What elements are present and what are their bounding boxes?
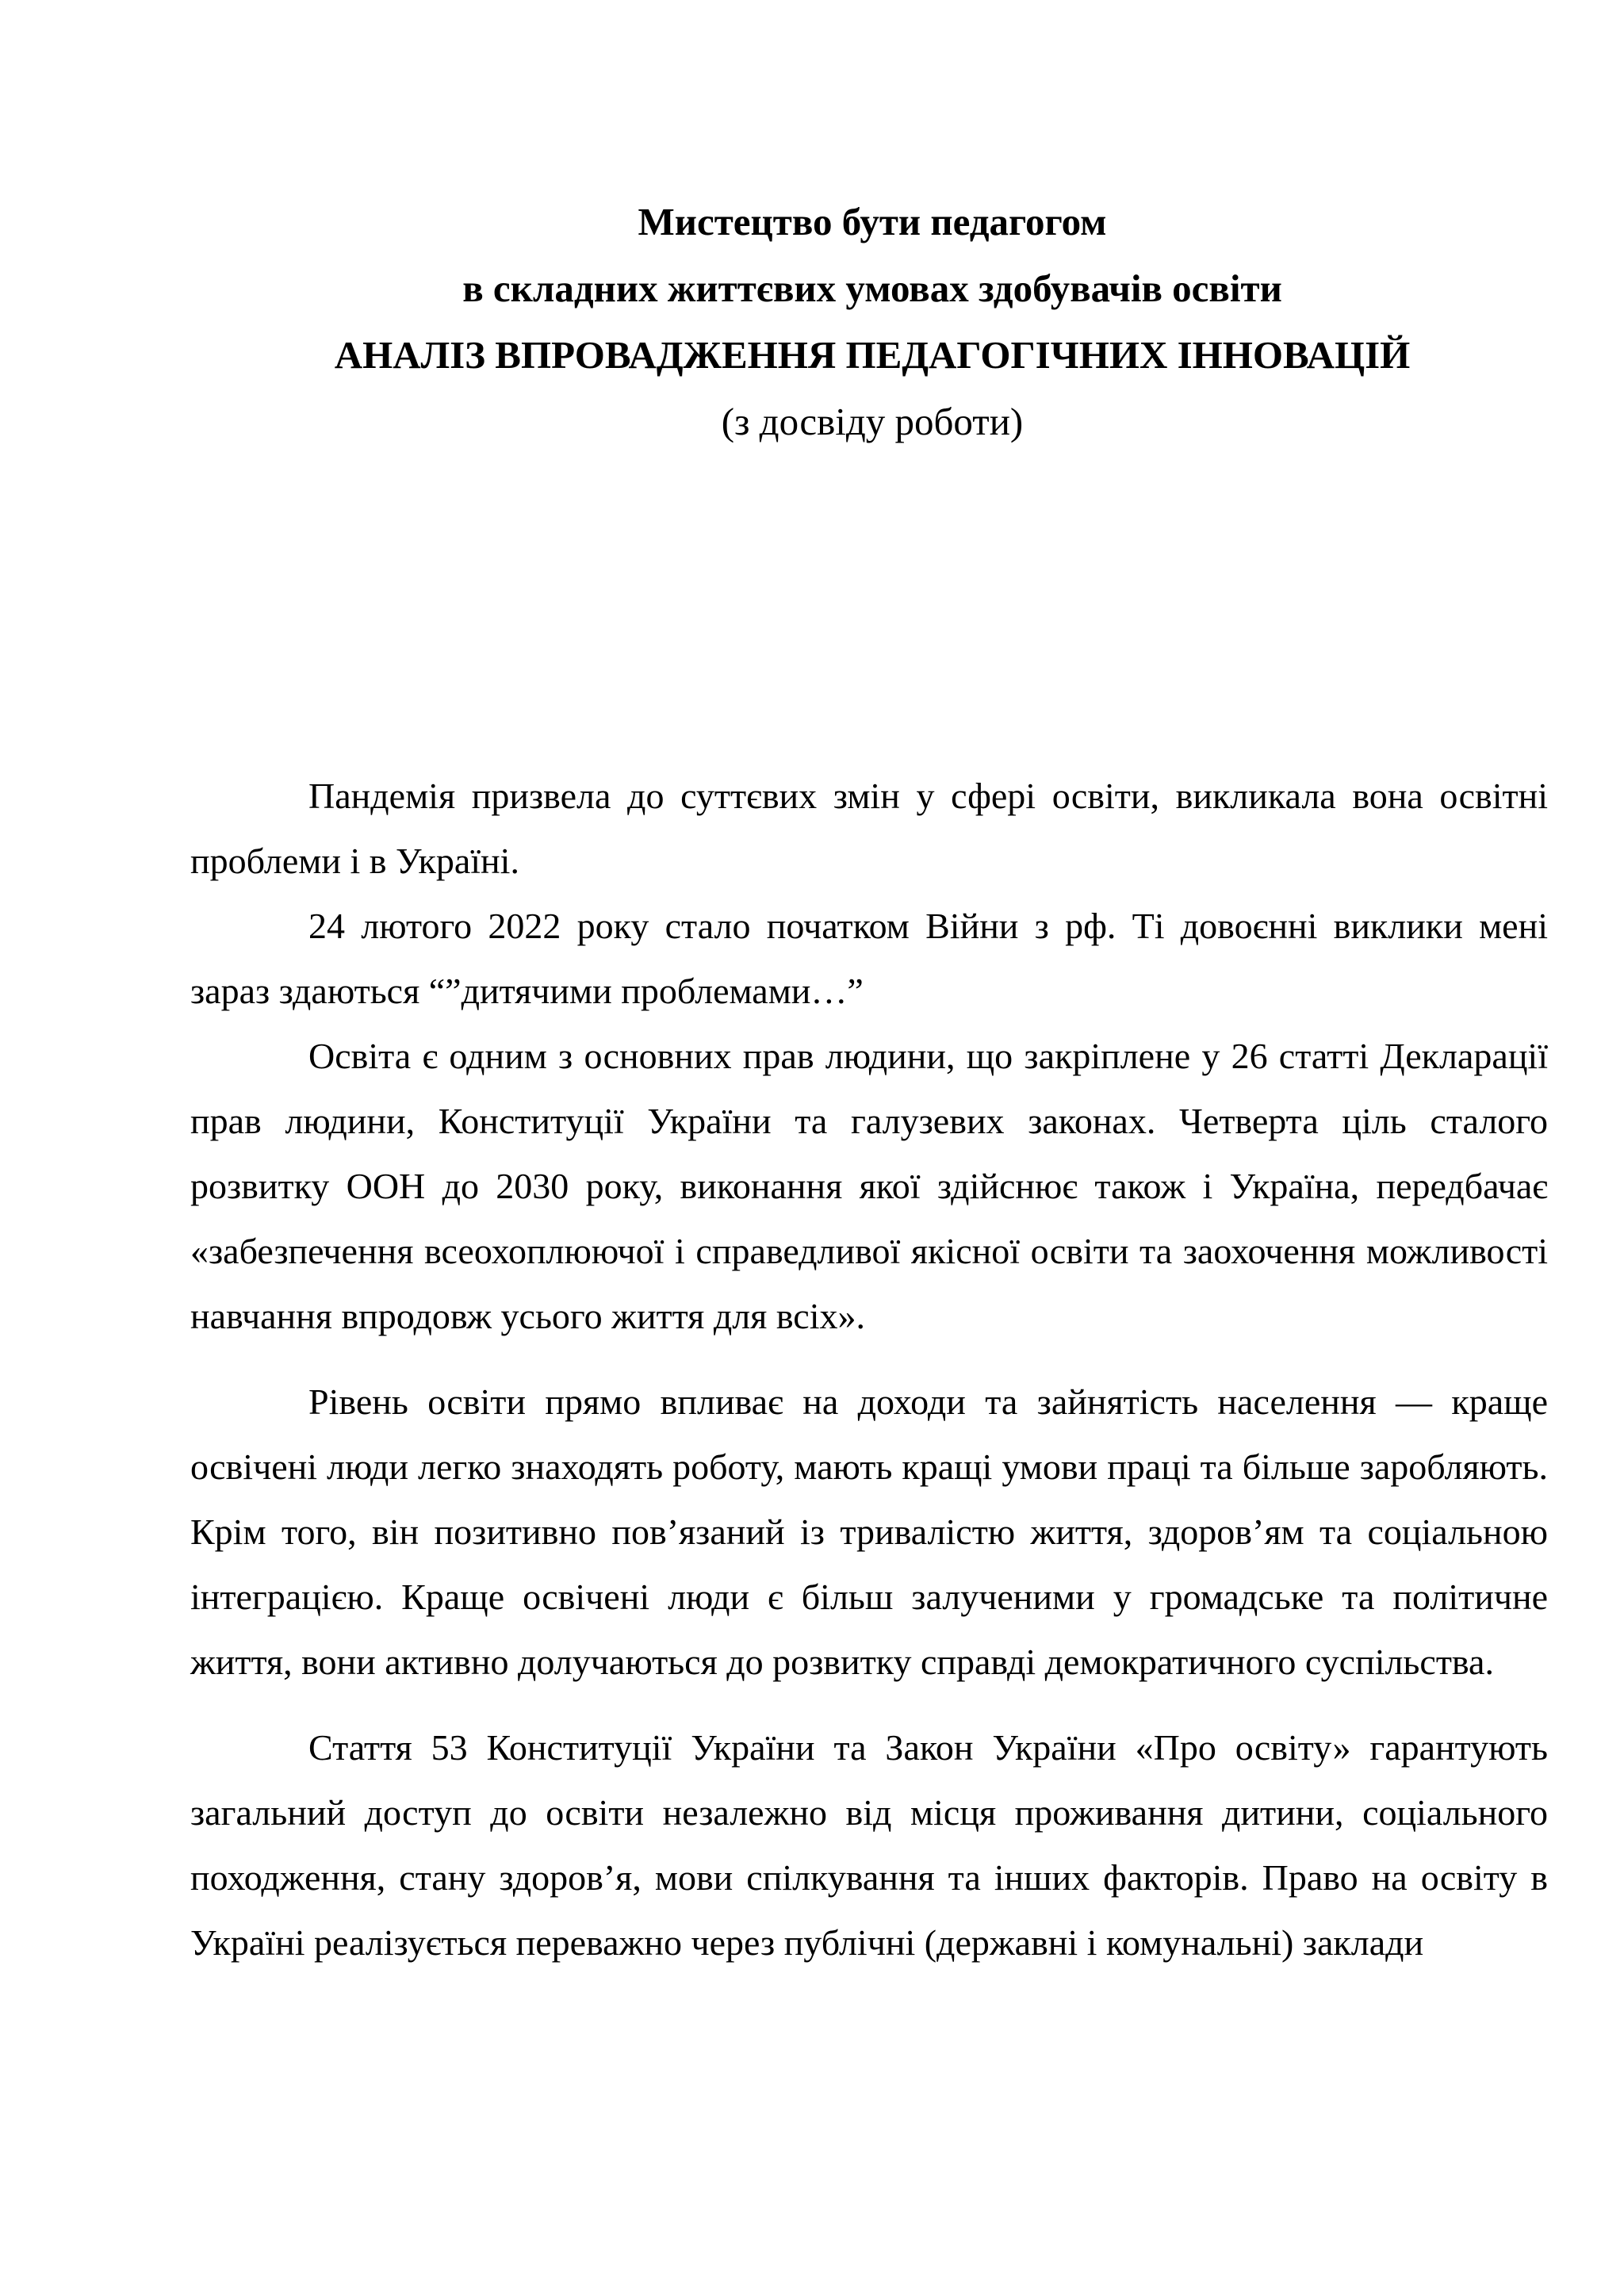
paragraph-5: Стаття 53 Конституції України та Закон України «Про освіту» гарантують загальний доступ до освіти незалежно від місця проживання дитини, соціального походження, стану здоров’я, мови спілкування та інших факторів. Право на освіту в Україні реалізується переважно через публічні (державні і комунальні) заклади: [190, 1727, 1548, 1963]
title-block: [190, 189, 1554, 455]
paragraph-4: Рівень освіти прямо впливає на доходи та зайнятість населення — краще освічені люди легко знаходять роботу, мають кращі умови праці та більше заробляють. Крім того, він позитивно пов’язаний із тривалістю життя, здоров’ям та соціальною інтеграцією. Краще освічені люди є більш залученими у громадське та політичне життя, вони активно долучаються до розвитку справді демократичного суспільства.: [190, 1381, 1548, 1682]
title-line-1: Мистецтво бути педагогом: [638, 200, 1107, 243]
paragraph-3: Освіта є одним з основних прав людини, що закріплене у 26 статті Декларації прав людини, Конституції України та галузевих законах. Четверта ціль сталого розвитку ООН до 2030 року, виконання якої здійснює також і Україна, передбачає «забезпечення всеохоплюючої і справедливої якісної освіти та заохочення можливості навчання впродовж усього життя для всіх».: [190, 1036, 1548, 1336]
title-line-3: АНАЛІЗ ВПРОВАДЖЕННЯ ПЕДАГОГІЧНИХ ІННОВАЦІЙ: [334, 333, 1411, 377]
title-line-2: в складних життєвих умовах здобувачів освіти: [462, 266, 1282, 310]
paragraph-1: Пандемія призвела до суттєвих змін у сфері освіти, викликала вона освітні проблеми і в Україні.: [190, 776, 1548, 881]
body-text: [190, 764, 1548, 1975]
subtitle: (з досвіду роботи): [721, 400, 1024, 443]
paragraph-2: 24 лютого 2022 року стало початком Війни з рф. Ті довоєнні виклики мені зараз здаються “”дитячими проблемами…”: [190, 906, 1548, 1011]
